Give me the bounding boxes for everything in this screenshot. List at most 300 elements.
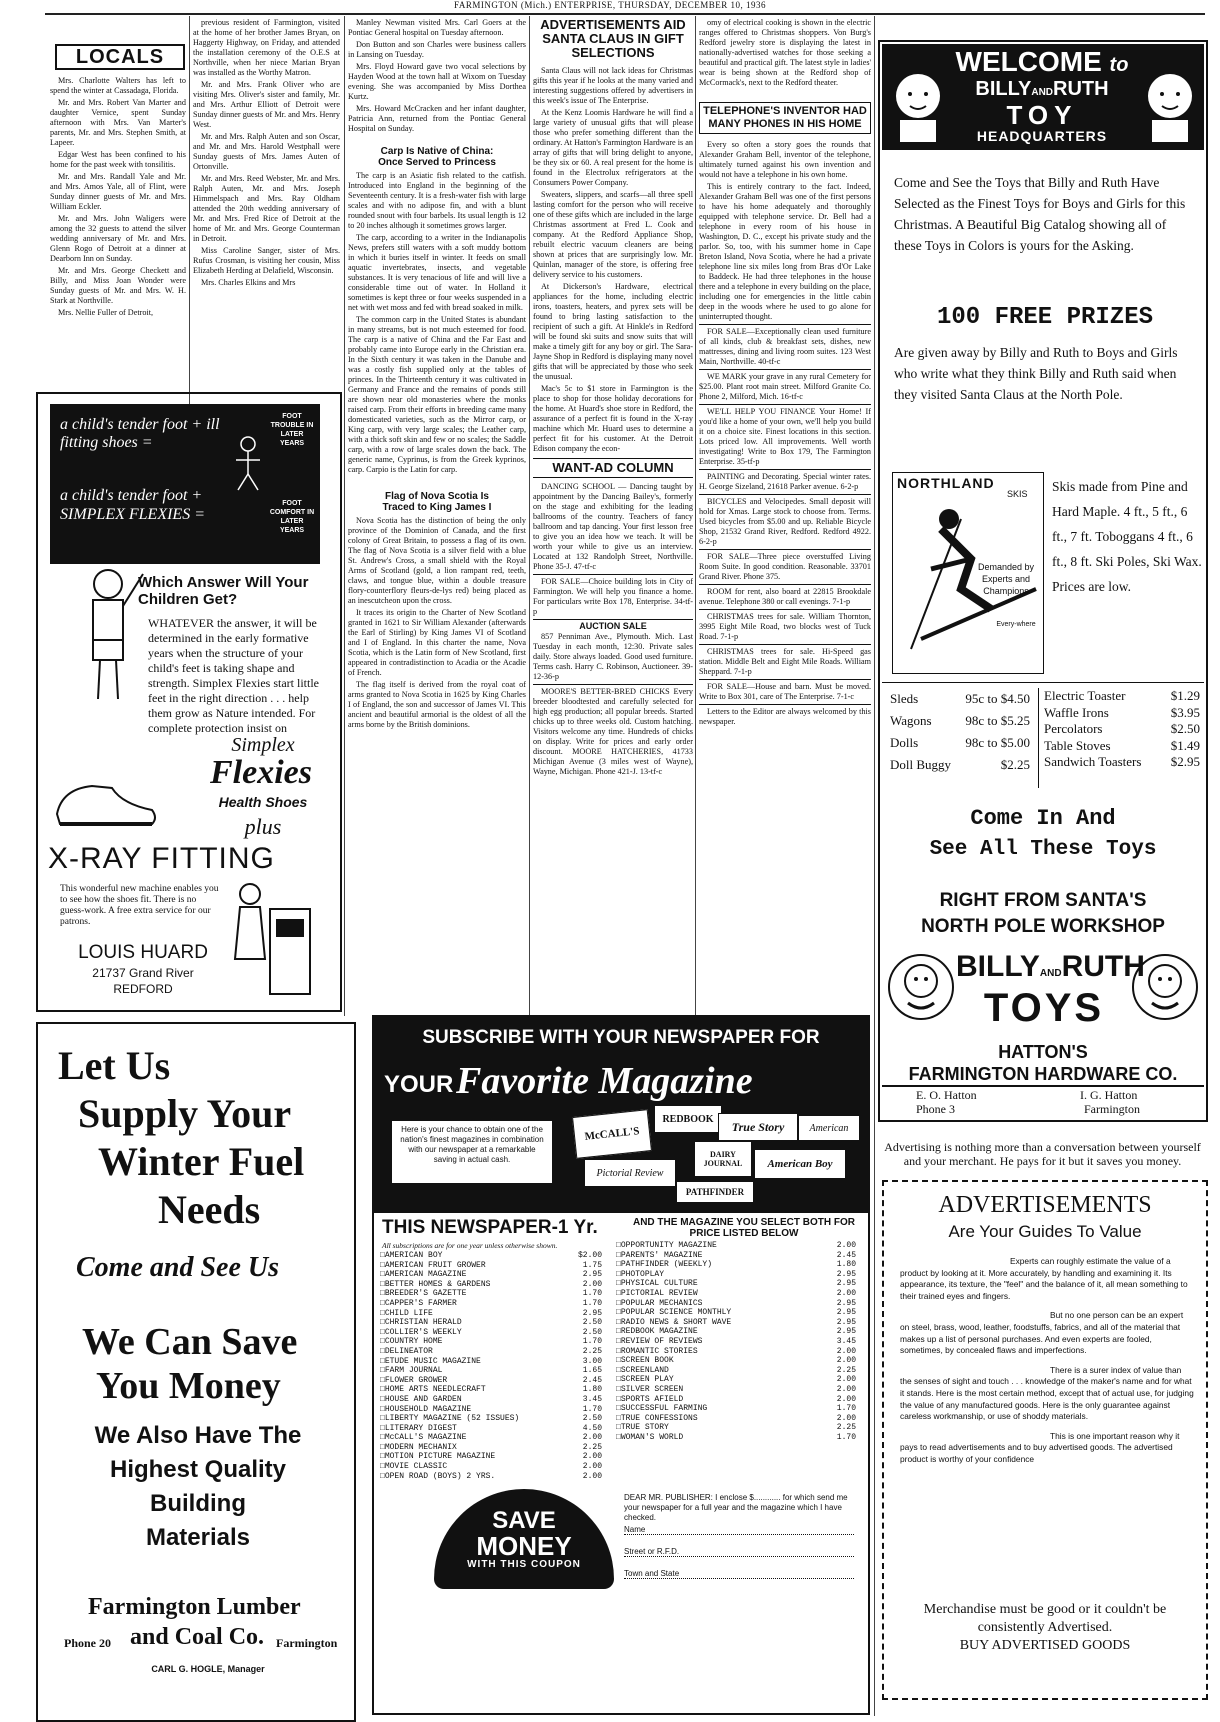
checkbox-icon[interactable]: □ [616, 1413, 621, 1423]
price-row [1044, 754, 1200, 771]
boy-illustration-icon [68, 564, 148, 714]
magazine-price: 2.00 [836, 1413, 856, 1423]
column-rule [695, 16, 696, 1016]
magazine-list-left [380, 1251, 602, 1491]
want-ad: CHRISTMAS trees for sale. Hi-Speed gas station. Middle Belt and Eight Mile Roads. William Sheppard. 7-1-p [699, 644, 871, 677]
magazine-name: AMERICAN BOY [384, 1251, 443, 1260]
coupon-street-line[interactable]: Street or R.F.D. [624, 1547, 854, 1557]
magazine-name: OPEN ROAD (BOYS) 2 YRS. [384, 1471, 496, 1481]
price-item: Percolators [1044, 721, 1103, 736]
news-paragraph: The common carp in the United States is abundant in many streams, but is not much esteemed for food. The carp is a native of China and the Far East and probably came into Europe early in the Christian era. In the Sixth century it was taken in the Danube and was a costly fish supplied only at the tables of princes. In the Thirteenth century it was cultivated in Germany and France and the remains of ponds still are shown near old monasteries where the monks raised carp. From their efforts in breeding came many domesticated varieties, such as the Mirror carp, or King carp, with very large scales; the Leather carp, with a thick soft skin and few or no scales; the Saddle carp, with a row of large scales down the back. The generic name, Cyprinus, is from the Greek kyprinos, carp. Carpio is the Latin for carp. [348, 315, 526, 474]
magazine-option[interactable] [380, 1443, 602, 1453]
checkbox-icon[interactable]: □ [380, 1289, 385, 1299]
magazine-name: CHILD LIFE [384, 1308, 433, 1318]
checkbox-icon[interactable]: □ [616, 1346, 621, 1356]
guide-title: ADVERTISEMENTS [938, 1192, 1152, 1218]
price-item: Wagons [890, 713, 932, 728]
checkbox-icon[interactable]: □ [380, 1423, 385, 1433]
lumber-line-1: Let Us [58, 1043, 171, 1088]
child-drawing-icon [228, 434, 268, 494]
checkbox-icon[interactable]: □ [380, 1346, 385, 1356]
magazine-name: AMERICAN FRUIT GROWER [384, 1260, 486, 1270]
demanded-label: Demanded by Experts and Champions [977, 562, 1035, 596]
news-paragraph: This is entirely contrary to the fact. Indeed, Alexander Graham Bell was one of the first persons to have his home adequately and thoroughly equipped with telephone service. Dr. Bell had a telephone in every room of his house in Washington, D. C., except his private study and the parlor. So, too, with his summer home in Cape Breton Island, Nova Scotia, where he had a private telephone line six miles long from Bras d'Or Lake to Baddeck. He had three telephones in the house there and a telephone in every building on the place, including one for emergencies in the little cabin deep in the woods where he used to go alone for uninterrupted thought. [699, 182, 871, 321]
magazine-option[interactable] [380, 1318, 602, 1328]
checkbox-icon[interactable]: □ [380, 1433, 385, 1443]
foot-trouble-sign: FOOT TROUBLE IN LATER YEARS [270, 413, 314, 447]
cover-true-story: True Story [718, 1113, 798, 1141]
news-paragraph: Mr. and Mrs. Frank Oliver who are visiting Mrs. Oliver's sister and family, Mr. and Mrs. Arthur Elliott of Detroit were Sunday dinner guests of Mr. and Mrs. Henry West. [193, 80, 340, 129]
checkbox-icon[interactable]: □ [380, 1442, 385, 1452]
magazine-option[interactable] [616, 1318, 856, 1328]
magazine-price: 2.25 [836, 1365, 856, 1375]
lumber-company-name-2: and Coal Co. [130, 1624, 265, 1650]
magazine-price: 2.95 [836, 1269, 856, 1279]
magazine-offer-ad [372, 1015, 870, 1715]
magazine-option[interactable] [380, 1337, 602, 1347]
price-item: Sleds [890, 691, 919, 706]
santa-workshop-line-2: NORTH POLE WORKSHOP [921, 916, 1165, 937]
magazine-name: MOTION PICTURE MAGAZINE [384, 1452, 496, 1462]
price-value: 98c to $5.00 [965, 735, 1030, 750]
locals-paragraph: Mrs. Charlotte Walters has left to spend the winter at Cassadaga, Florida. [50, 76, 186, 95]
price-item: Electric Toaster [1044, 688, 1126, 703]
guide-paragraph: Experts can roughly estimate the value of a product by looking at it. More accurately, by handling and examining it. Its appearance, its texture, the "feel" and the balance of it, all mean something to their trained eyes and fingers. [900, 1256, 1188, 1301]
news-paragraph: Mrs. Howard McCracken and her infant daughter, Patricia Ann, returned from the Pontiac General Hospital on Sunday. [348, 104, 526, 133]
want-ad: WE'LL HELP YOU FINANCE Your Home! If you'd like a home of your own, we'll help you build it on a choice site. Finest locations in this section. Lots priced low. All improvements. Well worth investigating! Write to Box 179, The Farmington Enterprise. 35-tf-p [699, 404, 871, 467]
carp-subheadline: Once Served to Princess [378, 157, 496, 168]
save-label: SAVE [492, 1506, 556, 1534]
plus-label: plus [244, 814, 282, 839]
locals-title: LOCALS [55, 44, 185, 70]
magazine-price: 2.95 [582, 1270, 602, 1280]
checkbox-icon[interactable]: □ [380, 1471, 385, 1481]
magazine-option[interactable] [380, 1462, 602, 1472]
lumber-quality-line: Highest Quality [109, 1456, 287, 1483]
magazine-option[interactable] [616, 1404, 856, 1414]
magazine-option[interactable] [380, 1385, 602, 1395]
checkbox-icon[interactable]: □ [380, 1270, 385, 1280]
news-paragraph: Miss Caroline Sanger, sister of Mrs. Rufus Crosman, is visiting her cousin, Miss Elizabeth Herding at Delafield, Wisconsin. [193, 246, 340, 275]
guide-merchandise-line-2: consistently Advertised. [977, 1620, 1113, 1635]
magazine-option[interactable] [616, 1356, 856, 1366]
magazine-name: BETTER HOMES & GARDENS [384, 1279, 491, 1289]
money-label: MONEY [476, 1530, 572, 1561]
magazine-name: POPULAR SCIENCE MONTHLY [620, 1308, 732, 1318]
checkbox-icon[interactable]: □ [380, 1452, 385, 1462]
magazine-option[interactable] [616, 1375, 856, 1385]
magazine-option[interactable] [380, 1395, 602, 1405]
checkbox-icon[interactable]: □ [380, 1327, 385, 1337]
news-paragraph: Mrs. Charles Elkins and Mrs [201, 278, 296, 287]
cover-pictorial-review: Pictorial Review [584, 1159, 676, 1187]
magazine-price: 2.95 [836, 1308, 856, 1318]
price-item: Sandwich Toasters [1044, 754, 1142, 769]
magazine-price: 2.95 [582, 1308, 602, 1318]
magazine-price: 1.70 [582, 1298, 602, 1308]
magazine-name: HOME ARTS NEEDLECRAFT [384, 1385, 486, 1395]
checkbox-icon[interactable]: □ [380, 1356, 385, 1366]
lumber-materials-line: Materials [145, 1524, 251, 1551]
magazine-price: 3.45 [836, 1336, 856, 1346]
magazine-name: FLOWER GROWER [384, 1375, 448, 1385]
want-ad: DANCING SCHOOL — Dancing taught by appointment by the Dancing Bailey's, formerly on the stage and exhibiting for the leading ballrooms of the country. Teachers of fancy ballroom and tap dancing. Your first lesson free to give you an idea how we teach. It will be worth your while to give us an interview. Located at 132 Randolph Street, Northville. Phone 35-J. 47-tf-c [533, 482, 693, 572]
checkbox-icon[interactable]: □ [616, 1241, 621, 1250]
magazine-name: COLLIER'S WEEKLY [384, 1327, 462, 1337]
checkbox-icon[interactable]: □ [616, 1269, 621, 1279]
flexies-brand-name: Flexies [210, 754, 312, 791]
magazine-option[interactable] [616, 1337, 856, 1347]
lumber-building-line: Building [150, 1490, 246, 1517]
magazine-price: 2.00 [836, 1394, 856, 1404]
chalkboard-line-2: a child's tender foot + SIMPLEX FLEXIES = [60, 487, 205, 523]
magazine-option[interactable] [380, 1452, 602, 1462]
magazine-price: 2.95 [836, 1317, 856, 1327]
want-ad: FOR SALE—Three piece overstuffed Living Room Suite. In good condition. Reasonable. 33701 Grand River. Phone 375. [699, 549, 871, 582]
magazine-option[interactable] [380, 1366, 602, 1376]
want-ad: BICYCLES and Velocipedes. Small deposit will hold for Xmas. Large stock to choose from. Terms. Used bicycles from $5.00 and up. Reliable Bicycle Shop, 21532 Grand River, Redford. Redford 4922. 6-2-p [699, 494, 871, 547]
headquarters-label: HEADQUARTERS [976, 128, 1108, 144]
checkbox-icon[interactable]: □ [616, 1394, 621, 1404]
checkbox-icon[interactable]: □ [616, 1327, 621, 1337]
want-ad: FOR SALE—Choice building lots in City of Farmington. We will help you finance a home. For particulars write Box 178, Enterprise. 34-tf-p [533, 574, 693, 617]
news-paragraph: previous resident of Farmington, visited at the home of her brother James Bryan, on Haggerty Highway, on Friday, and attended the installation ceremony of the O.E.S at Northville, when her niece Marian Bryan was installed as the Worthy Matron. [193, 18, 340, 77]
magazine-price: 2.00 [582, 1462, 602, 1472]
magazine-name: PICTORIAL REVIEW [620, 1288, 698, 1298]
coupon-text: DEAR MR. PUBLISHER: I enclose $............ for which send me your newspaper for a full year and the magazine which I have checked. [624, 1493, 848, 1522]
hatton-ig: I. G. Hatton [1080, 1088, 1138, 1102]
lumber-line-4: Needs [158, 1187, 261, 1232]
magazine-price: 1.70 [836, 1404, 856, 1414]
magazine-option[interactable] [616, 1395, 856, 1405]
toys-intro: Come and See the Toys that Billy and Ruth Have Selected as the Finest Toys for Boys and Girls for this Christmas. A Beautiful Big Catalog showing all of these Toys in Colors is yours for the Asking. [894, 175, 1186, 253]
magazine-option[interactable] [616, 1327, 856, 1337]
magazine-price: 2.45 [582, 1375, 602, 1385]
ruth-label: RUTH [1053, 78, 1109, 100]
price-row [1044, 705, 1200, 722]
magazine-name: TRUE CONFESSIONS [620, 1413, 698, 1423]
magazine-name: SUCCESSFUL FARMING [620, 1404, 708, 1414]
checkbox-icon[interactable]: □ [380, 1366, 385, 1376]
guide-paragraph: This is one important reason why it pays to read advertisements and to buy advertised goods. The advertised product is worthy of your confidence [900, 1430, 1180, 1464]
magazine-price: 2.50 [582, 1414, 602, 1424]
simplex-question: Which Answer Will Your Children Get? [138, 574, 309, 608]
shoe-icon [52, 774, 162, 834]
lumber-phone: Phone 20 [64, 1636, 112, 1650]
farmington-hardware-name: FARMINGTON HARDWARE CO. [882, 1064, 1204, 1087]
magazine-option[interactable] [380, 1472, 602, 1482]
lumber-manager: CARL G. HOGLE, Manager [151, 1664, 265, 1674]
hatton-town: Farmington [1084, 1102, 1140, 1116]
magazine-option[interactable] [616, 1289, 856, 1299]
magazine-price: 1.65 [582, 1366, 602, 1376]
magazine-name: SCREEN PLAY [620, 1375, 674, 1385]
magazine-name: DELINEATOR [384, 1346, 433, 1356]
billy-label: BILLY [975, 78, 1032, 100]
want-ad: PAINTING and Decorating. Special winter rates. H. George Sizeland, 21618 Parker avenue. 6-2-p [699, 469, 871, 492]
magazine-price: 2.00 [836, 1375, 856, 1385]
magazine-option[interactable] [616, 1260, 856, 1270]
checkbox-icon[interactable]: □ [616, 1317, 621, 1327]
magazine-name: CAPPER'S FARMER [384, 1298, 457, 1308]
coupon-name-line[interactable]: Name [624, 1525, 854, 1535]
checkbox-icon[interactable]: □ [616, 1384, 621, 1394]
lumber-company-name: Farmington Lumber [88, 1594, 301, 1620]
northland-brand: NORTHLAND [897, 475, 995, 491]
magazine-option[interactable] [616, 1385, 856, 1395]
lumber-line-3: Winter Fuel [98, 1139, 305, 1184]
guide-body [900, 1256, 1194, 1474]
magazine-name: CHRISTIAN HERALD [384, 1318, 462, 1328]
store-city: REDFORD [113, 982, 173, 996]
magazine-price: 4.50 [582, 1423, 602, 1433]
checkbox-icon[interactable]: □ [616, 1260, 621, 1270]
carp-headline: Carp Is Native of China: [380, 146, 494, 157]
flag-subheadline: Traced to King James I [382, 502, 492, 513]
col3-text [348, 18, 526, 1008]
checkbox-icon[interactable]: □ [616, 1375, 621, 1385]
magazine-option[interactable] [380, 1309, 602, 1319]
magazine-price: 1.70 [582, 1289, 602, 1299]
magazine-option[interactable] [380, 1261, 602, 1271]
magazine-name: PHOTOPLAY [620, 1269, 665, 1279]
checkbox-icon[interactable]: □ [380, 1414, 385, 1424]
checkbox-icon[interactable]: □ [616, 1279, 621, 1289]
news-paragraph: Sweaters, slippers, and scarfs—all three spell lasting comfort for the person who will receive one of these gifts which are included in the large Christmas assortment at Fred L. Cook and company. At the Redford Appliance Shop, rebuilt electric vacuum cleaners are being shown at prices that are surprisingly low. Mr. Quinlan, manager of the store, is offering free delivery service to his customers. [533, 190, 693, 279]
billy-logo-portrait-icon [886, 947, 956, 1031]
magazine-option[interactable] [380, 1347, 602, 1357]
welcome-label: WELCOME [955, 46, 1102, 77]
magazine-price: 3.45 [582, 1394, 602, 1404]
price-row [890, 688, 1030, 710]
price-row [890, 754, 1030, 776]
cover-pathfinder: PATHFINDER [676, 1181, 754, 1203]
magazine-option[interactable] [380, 1357, 602, 1367]
price-row [1044, 688, 1200, 705]
locals-paragraph: Mr. and Mrs. John Waligers were among the 32 guests to attend the silver wedding anniversary of Mr. and Mrs. Glenn Rogo of Detroit at a dinner at Dearborn Inn on Sunday. [50, 214, 186, 263]
magazine-price: 2.45 [836, 1250, 856, 1260]
cover-dairy-journal: DAIRY JOURNAL [694, 1141, 752, 1177]
magazine-name: TRUE STORY [620, 1423, 669, 1433]
ruth-portrait-icon [1140, 66, 1200, 146]
auction-heading: AUCTION SALE [533, 619, 693, 632]
logo-billy: BILLY [956, 950, 1040, 983]
magazine-option[interactable] [616, 1308, 856, 1318]
store-name: LOUIS HUARD [78, 942, 208, 963]
checkbox-icon[interactable]: □ [380, 1308, 385, 1318]
checkbox-icon[interactable]: □ [380, 1298, 385, 1308]
want-ad: WE MARK your grave in any rural Cemetery for $25.00. Plant root main street. Milford Granite Co. Phone 2, Milford, Mich. 16-tf-c [699, 369, 871, 402]
magazine-name: POPULAR MECHANICS [620, 1298, 703, 1308]
cover-mccalls: McCALL'S [572, 1109, 652, 1159]
magazine-option[interactable] [380, 1405, 602, 1415]
lumber-save-line-1: We Can Save [82, 1321, 298, 1363]
magazine-name: LIBERTY MAGAZINE (52 ISSUES) [384, 1414, 520, 1424]
chalkboard [50, 404, 320, 564]
magazine-list-right [616, 1241, 856, 1461]
checkbox-icon[interactable]: □ [380, 1404, 385, 1414]
to-label: to [1109, 54, 1129, 76]
magazine-price: 2.00 [582, 1433, 602, 1443]
checkbox-icon[interactable]: □ [616, 1250, 621, 1260]
xray-machine-icon [230, 879, 330, 999]
price-item: Table Stoves [1044, 737, 1111, 753]
checkbox-icon[interactable]: □ [616, 1288, 621, 1298]
checkbox-icon[interactable]: □ [616, 1365, 621, 1375]
xray-fitting-heading: X-RAY FITTING [48, 842, 275, 875]
free-prizes-heading: 100 FREE PRIZES [936, 304, 1154, 331]
editor-note: Letters to the Editor are always welcomed by this newspaper. [699, 704, 871, 727]
col4-text [533, 18, 693, 1008]
news-paragraph: It traces its origin to the Charter of New Scotland granted in 1621 to Sir William Alexander (afterwards the Earl of Stirling) by King James VI of Scotland and I of England. In this charter the name, Nova Scotia, which is the Latin form of New Scotland, first appeared in contradistinction to Acadia or the Acadie of French. [348, 608, 526, 677]
magazine-option[interactable] [616, 1423, 856, 1433]
checkbox-icon[interactable]: □ [380, 1385, 385, 1395]
logo-and: AND [1039, 968, 1062, 979]
logo-toys: TOYS [983, 986, 1105, 1030]
magazine-price: 2.00 [836, 1346, 856, 1356]
and-label: AND [1031, 87, 1054, 98]
checkbox-icon[interactable]: □ [380, 1375, 385, 1385]
magazine-option[interactable] [616, 1299, 856, 1309]
price-item: Doll Buggy [890, 757, 952, 772]
want-ad: ROOM for rent, also board at 22815 Brookdale avenue. Telephone 380 or call evenings. 7-1-p [699, 584, 871, 607]
chalkboard-line-1: a child's tender foot + ill fitting shoes = [60, 416, 220, 451]
northland-ski-illustration [892, 472, 1044, 674]
magazine-price: 1.75 [582, 1260, 602, 1270]
news-paragraph: Mrs. Floyd Howard gave two vocal selections by Hayden Wood at the town hall at Wixom on Tuesday evening. She was accompanied by Miss Dorthea Kurtz. [348, 62, 526, 101]
hatton-phone: Phone 3 [916, 1102, 955, 1116]
checkbox-icon[interactable]: □ [380, 1318, 385, 1328]
want-ad: 857 Penniman Ave., Plymouth. Mich. Last Tuesday in each month, 12:30. Private sales daily. Store always loaded. Good used furniture. Terms cash. Harry C. Robinson, Auctioneer. 39-12-36-p [533, 632, 693, 682]
checkbox-icon[interactable]: □ [380, 1260, 385, 1270]
magazine-price: 2.25 [836, 1423, 856, 1433]
magazine-option[interactable] [380, 1251, 602, 1261]
checkbox-icon[interactable]: □ [380, 1462, 385, 1472]
magazine-option[interactable] [380, 1414, 602, 1424]
page-header: FARMINGTON (Mich.) ENTERPRISE, THURSDAY, DECEMBER 10, 1936 [453, 0, 767, 10]
gift-headline: ADVERTISEMENTS AID SANTA CLAUS IN GIFT SELECTIONS [540, 17, 686, 60]
magazine-name: LITERARY DIGEST [384, 1423, 457, 1433]
free-prizes-text: Are given away by Billy and Ruth to Boys and Girls who write what they think Billy and Ruth said when they visited Santa Claus at the North Pole. [894, 345, 1178, 402]
magazine-banner [374, 1017, 868, 1213]
want-ad: FOR SALE—House and barn. Must be moved. Write to Box 301, care of The Enterprise. 7-1-c [699, 679, 871, 702]
magazine-name: PHYSICAL CULTURE [620, 1279, 698, 1289]
guide-subtitle: Are Your Guides To Value [948, 1222, 1142, 1241]
checkbox-icon[interactable]: □ [380, 1394, 385, 1404]
magazine-option[interactable] [616, 1366, 856, 1376]
magazine-option[interactable] [380, 1433, 602, 1443]
save-money-badge [434, 1489, 614, 1589]
checkbox-icon[interactable]: □ [616, 1423, 621, 1433]
magazine-price: 2.25 [582, 1346, 602, 1356]
favorite-magazine-heading: Favorite Magazine [456, 1060, 753, 1102]
hatton-eo: E. O. Hatton [916, 1088, 977, 1102]
magazine-option[interactable] [380, 1328, 602, 1338]
checkbox-icon[interactable]: □ [380, 1337, 385, 1347]
magazine-name: SILVER SCREEN [620, 1384, 684, 1394]
price-row [890, 732, 1030, 754]
magazine-option[interactable] [380, 1424, 602, 1434]
magazine-option[interactable] [380, 1280, 602, 1290]
header-rule [45, 13, 1205, 15]
welcome-banner [882, 44, 1204, 150]
coupon-town-line[interactable]: Town and State [624, 1569, 854, 1579]
price-value: 95c to $4.50 [965, 691, 1030, 706]
magazine-price: 2.25 [582, 1442, 602, 1452]
column-rule [529, 16, 530, 1016]
lumber-also-line: We Also Have The [94, 1422, 302, 1449]
checkbox-icon[interactable]: □ [616, 1336, 621, 1346]
magazine-option[interactable] [616, 1347, 856, 1357]
your-label: YOUR [384, 1071, 454, 1098]
logo-ruth: RUTH [1061, 950, 1145, 983]
magazine-option[interactable] [616, 1433, 856, 1443]
checkbox-icon[interactable]: □ [616, 1308, 621, 1318]
want-ad: MOORE'S BETTER-BRED CHICKS Every breeder bloodtested and carefully selected for high egg production; all popular breeds. Started chicks up to three weeks old. Custom hatching. Visitors welcome any time. Hundreds of chicks on display. Write for prices and early order discount. MOORE HATCHERIES, 41733 Michigan Avenue (3 miles west of Wayne), Wayne, Michigan. Phone 421-J. 13-tf-c [533, 684, 693, 777]
price-value: 98c to $5.25 [965, 713, 1030, 728]
checkbox-icon[interactable]: □ [616, 1404, 621, 1414]
magazine-name: MODERN MECHANIX [384, 1442, 457, 1452]
locals-paragraph: Edgar West has been confined to his home for the past week with tonsilitis. [50, 150, 186, 169]
checkbox-icon[interactable]: □ [380, 1251, 385, 1260]
guide-paragraph: But no one person can be an expert on steel, brass, wood, leather, foodstuffs, fabrics, and all of the material that makes up a list of personal purchases. And even experts are fooled, sometimes, by concealed flaws and imperfections. [900, 1310, 1184, 1356]
cover-american-boy: American Boy [754, 1149, 846, 1179]
col5-text [699, 18, 871, 1008]
magazine-option[interactable] [616, 1241, 856, 1251]
magazine-option[interactable] [380, 1299, 602, 1309]
magazine-name: FARM JOURNAL [384, 1366, 443, 1376]
billy-ruth-toy-ad [878, 40, 1208, 1122]
magazine-name: HOUSE AND GARDEN [384, 1394, 462, 1404]
xray-body: This wonderful new machine enables you to see how the shoes fit. There is no guess-work. A free extra service for our patrons. [60, 884, 219, 927]
magazine-name: SCREENLAND [620, 1365, 669, 1375]
magazine-name: RADIO NEWS & SHORT WAVE [620, 1317, 732, 1327]
checkbox-icon[interactable]: □ [380, 1279, 385, 1289]
price-item: Waffle Irons [1044, 704, 1109, 720]
simplex-brand-name: Simplex [231, 734, 295, 756]
magazine-option[interactable] [616, 1270, 856, 1280]
guide-buy-line: BUY ADVERTISED GOODS [959, 1638, 1131, 1653]
checkbox-icon[interactable]: □ [616, 1298, 621, 1308]
lumber-ad [36, 1022, 356, 1722]
magazine-price: 1.80 [836, 1260, 856, 1270]
advertisements-guide-box [882, 1180, 1208, 1700]
magazine-option[interactable] [616, 1414, 856, 1424]
see-toys-heading: See All These Toys [929, 838, 1157, 861]
foot-comfort-sign: FOOT COMFORT IN LATER YEARS [269, 500, 315, 534]
checkbox-icon[interactable]: □ [616, 1356, 621, 1366]
lumber-save-line-2: You Money [96, 1365, 281, 1407]
magazine-option[interactable] [380, 1289, 602, 1299]
column-rule [344, 16, 345, 1016]
telephone-headline: TELEPHONE'S INVENTOR HAD MANY PHONES IN HIS HOME [699, 102, 871, 134]
magazine-option[interactable] [380, 1376, 602, 1386]
divider [1038, 688, 1039, 788]
magazine-price: 2.00 [836, 1241, 856, 1250]
all-subscriptions-note: All subscriptions are for one year unless otherwise shown. [382, 1241, 558, 1250]
cover-redbook: REDBOOK [654, 1105, 722, 1133]
magazine-name: PATHFINDER (WEEKLY) [620, 1260, 713, 1270]
subscribe-heading: SUBSCRIBE WITH YOUR NEWSPAPER FOR [422, 1027, 820, 1048]
divider [882, 682, 1204, 683]
magazine-price: 2.50 [582, 1318, 602, 1328]
checkbox-icon[interactable]: □ [616, 1432, 621, 1442]
lumber-line-2: Supply Your [78, 1091, 292, 1136]
magazine-option[interactable] [616, 1279, 856, 1289]
magazine-option[interactable] [380, 1270, 602, 1280]
appliance-prices-list [1044, 688, 1200, 771]
magazine-option[interactable] [616, 1251, 856, 1261]
